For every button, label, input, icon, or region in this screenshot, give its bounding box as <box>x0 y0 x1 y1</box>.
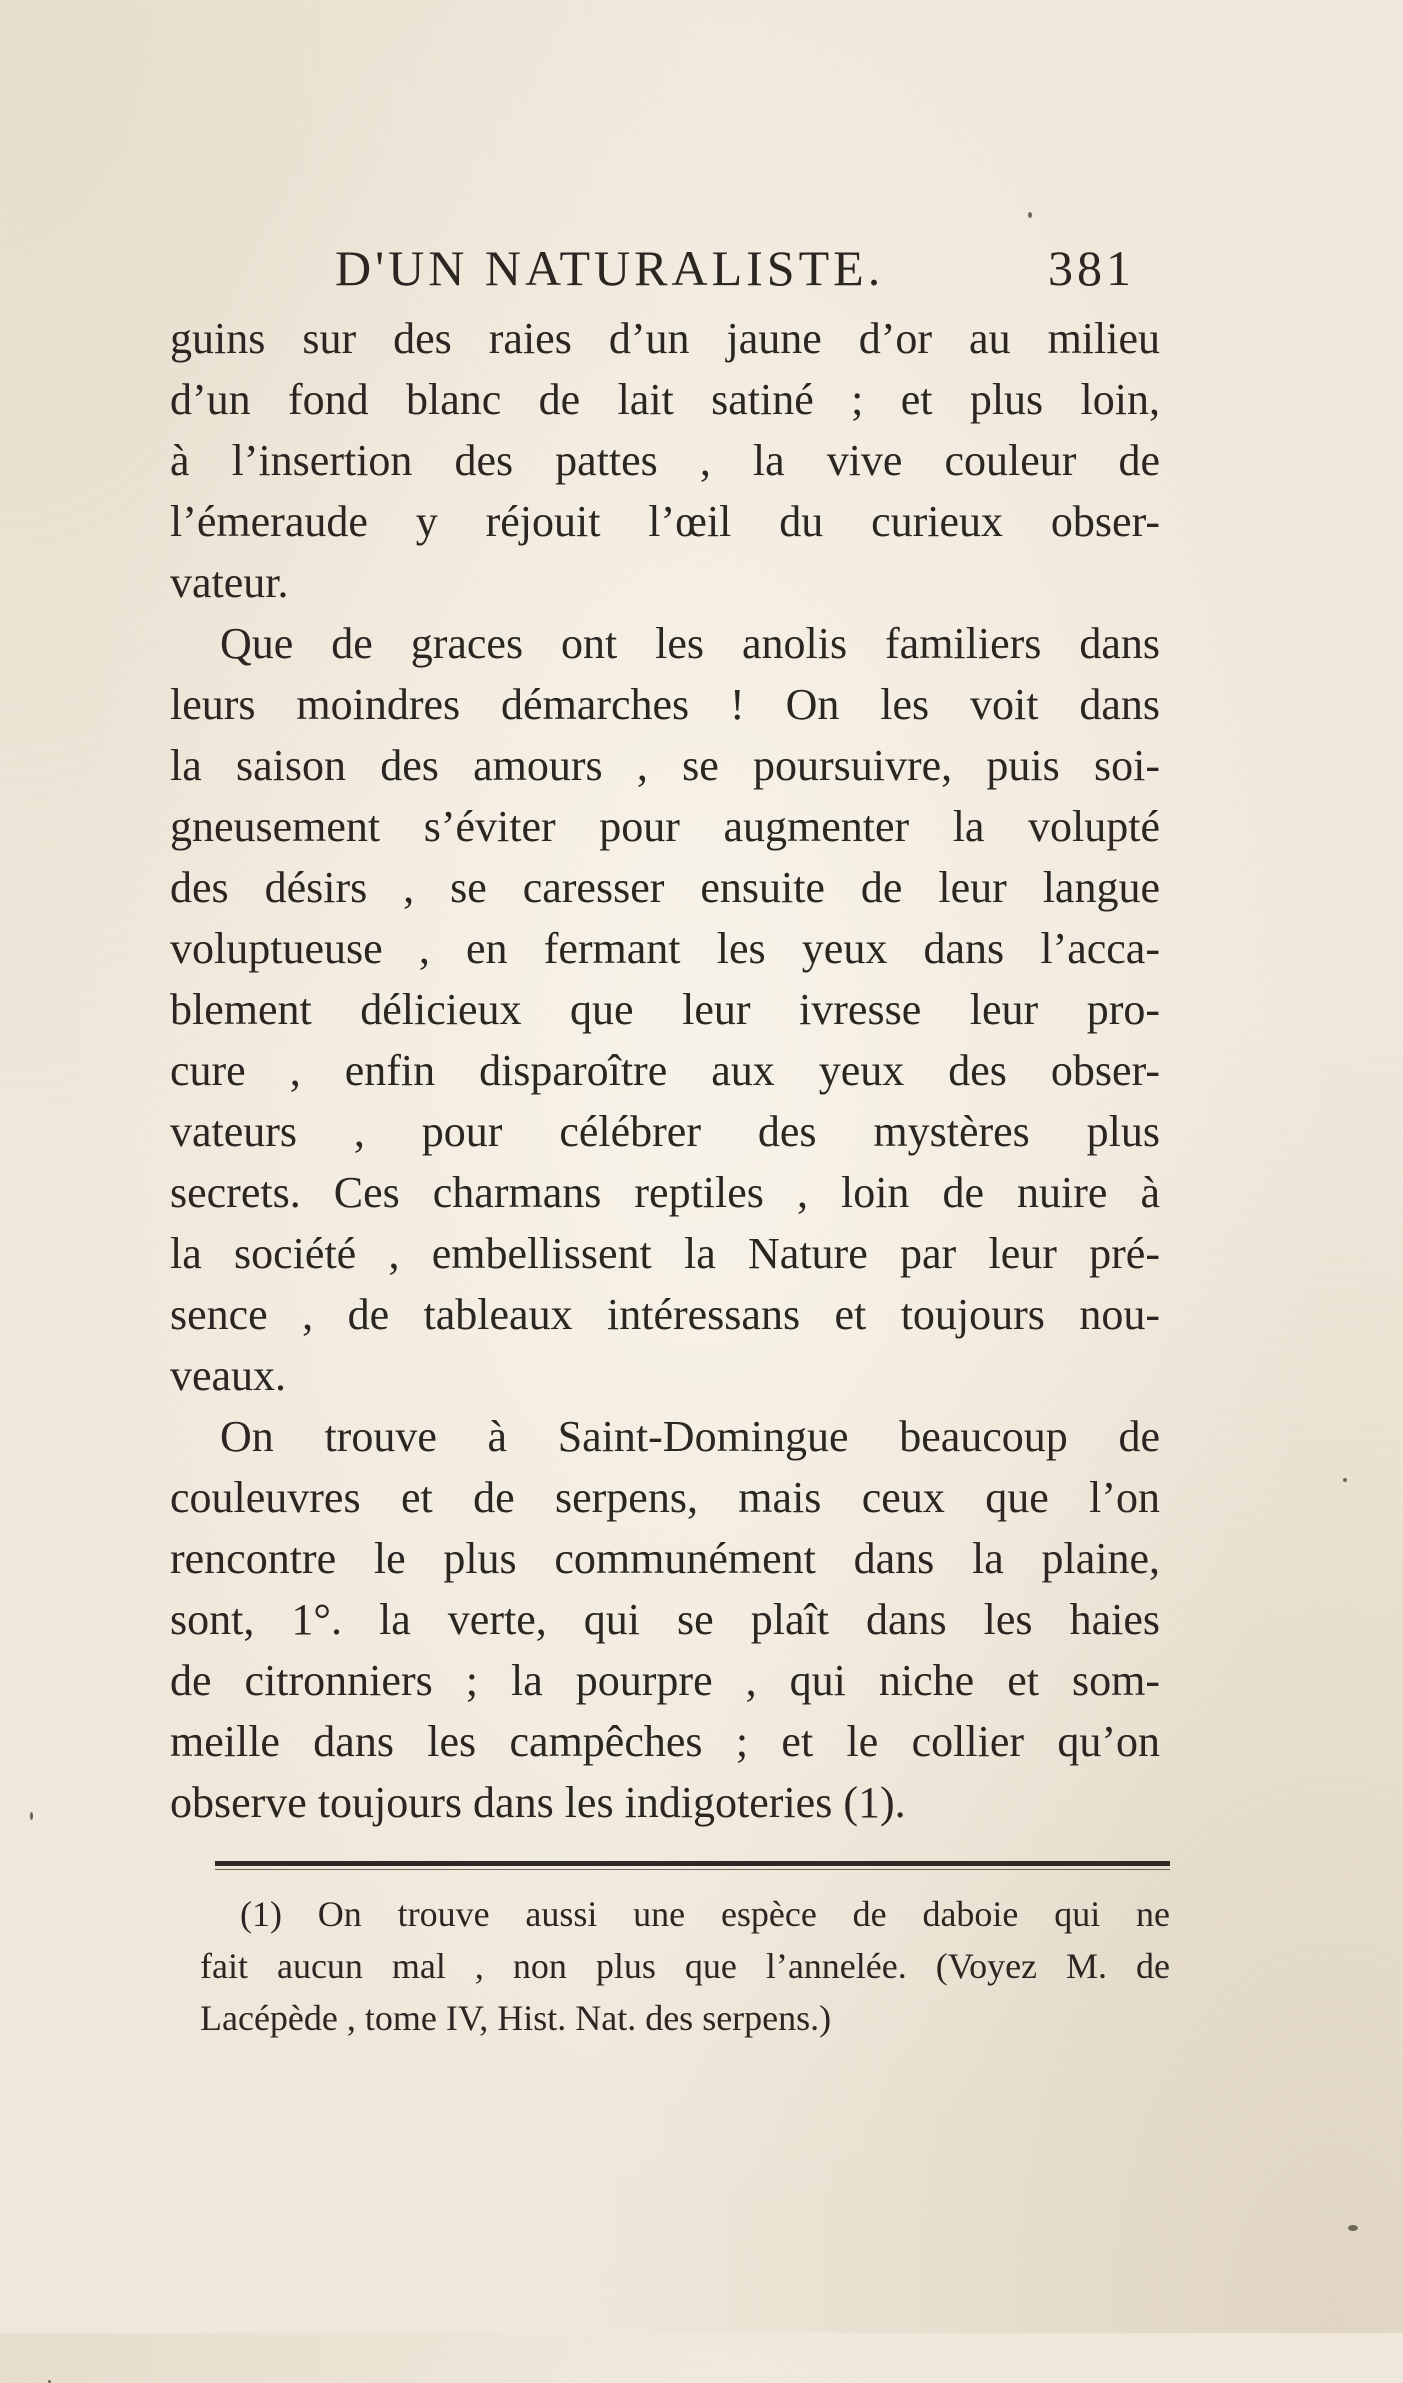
paper-speck <box>1348 2225 1358 2231</box>
text-line: de citronniers ; la pourpre , qui niche et som- <box>170 1656 1160 1705</box>
paper-speck <box>30 1812 33 1820</box>
paper-speck <box>1343 1478 1347 1482</box>
text-line: d’un fond blanc de lait satiné ; et plus loin, <box>170 375 1160 424</box>
text-line: sont, 1°. la verte, qui se plaît dans les haies <box>170 1595 1160 1644</box>
paper-speck <box>1028 212 1032 218</box>
text-line: la société , embellissent la Nature par leur pré- <box>170 1229 1160 1278</box>
text-line: à l’insertion des pattes , la vive couleur de <box>170 436 1160 485</box>
text-line: sence , de tableaux intéressans et toujours nou- <box>170 1290 1160 1339</box>
footnote <box>200 1888 1170 2044</box>
text-line: cure , enfin disparoître aux yeux des obser- <box>170 1046 1160 1095</box>
footnote-rule <box>215 1861 1170 1866</box>
text-line: voluptueuse , en fermant les yeux dans l’acca- <box>170 924 1160 973</box>
text-line: blement délicieux que leur ivresse leur pro- <box>170 985 1160 1034</box>
running-head <box>335 238 1135 298</box>
text-line: couleuvres et de serpens, mais ceux que l’on <box>170 1473 1160 1522</box>
text-line: observe toujours dans les indigoteries (1). <box>170 1778 906 1827</box>
footnote-rule-thin <box>215 1869 1170 1870</box>
footnote-line: Lacépède , tome IV, Hist. Nat. des serpens.) <box>200 1998 832 2038</box>
text-line: secrets. Ces charmans reptiles , loin de nuire à <box>170 1168 1160 1217</box>
text-line: la saison des amours , se poursuivre, puis soi- <box>170 741 1160 790</box>
text-line: guins sur des raies d’un jaune d’or au milieu <box>170 314 1160 363</box>
text-line: veaux. <box>170 1351 287 1400</box>
page-number: 381 <box>1048 240 1135 296</box>
paragraph-start-line: On trouve à Saint-Domingue beaucoup de <box>220 1412 1160 1461</box>
running-title: D'UN NATURALISTE. <box>335 240 885 296</box>
text-line: vateur. <box>170 558 289 607</box>
paragraph-start-line: Que de graces ont les anolis familiers dans <box>220 619 1160 668</box>
footnote-line: fait aucun mal , non plus que l’annelée. (Voyez M. de <box>200 1946 1170 1986</box>
text-line: meille dans les campêches ; et le collier qu’on <box>170 1717 1160 1766</box>
text-line: leurs moindres démarches ! On les voit dans <box>170 680 1160 729</box>
text-line: vateurs , pour célébrer des mystères plus <box>170 1107 1160 1156</box>
text-line: gneusement s’éviter pour augmenter la volupté <box>170 802 1160 851</box>
body-text <box>170 308 1170 1833</box>
footnote-line: (1) On trouve aussi une espèce de daboie qui ne <box>240 1894 1170 1934</box>
text-line: des désirs , se caresser ensuite de leur langue <box>170 863 1160 912</box>
text-line: l’émeraude y réjouit l’œil du curieux obser- <box>170 497 1160 546</box>
text-line: rencontre le plus communément dans la plaine, <box>170 1534 1160 1583</box>
